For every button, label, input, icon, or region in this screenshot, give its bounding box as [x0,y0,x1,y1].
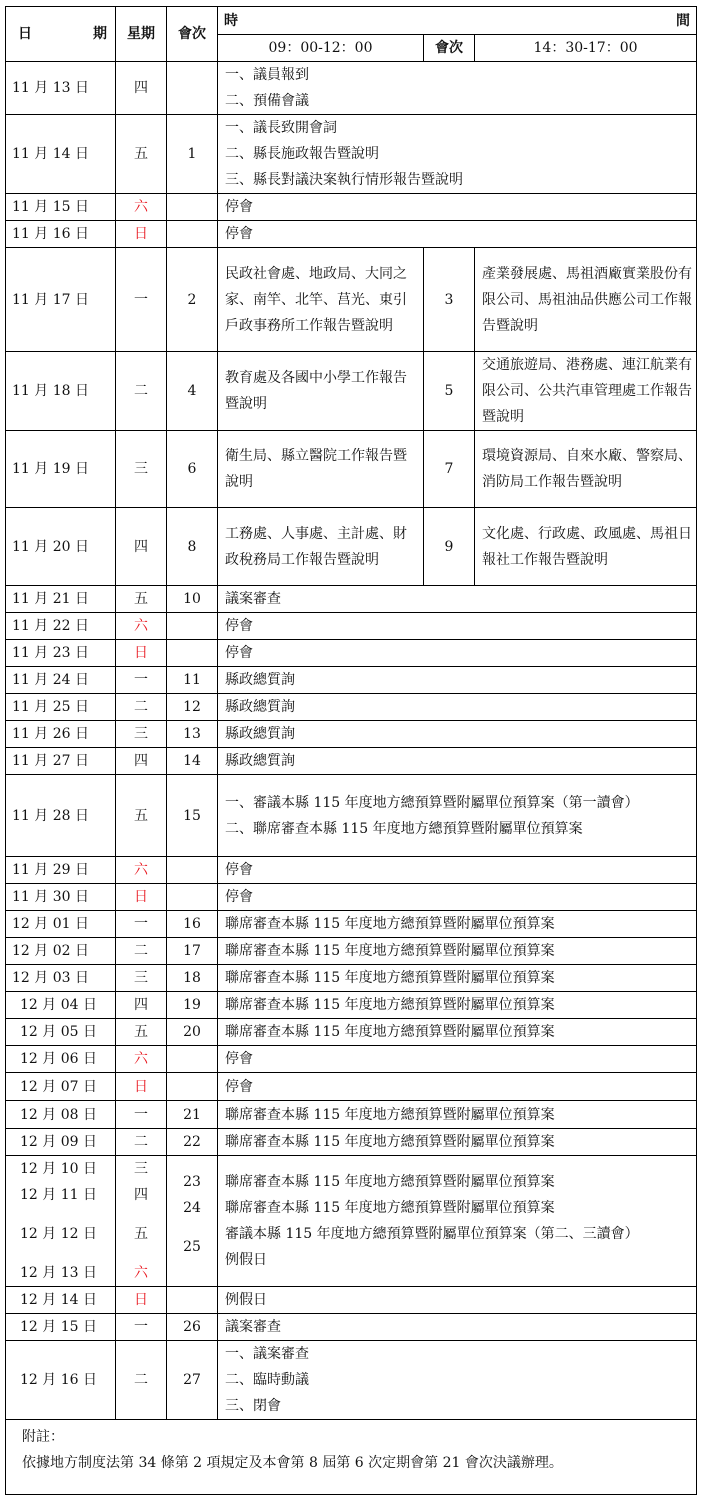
agenda-cell [218,911,697,938]
agenda-cell [218,775,697,857]
header-time-right: 間 [676,12,691,29]
agenda-item: 議案審查 [225,1319,281,1335]
weekday-cell: 三 [116,431,167,508]
date-cell: 11 月 16 日 [6,221,116,248]
agenda-item: 例假日 [225,1292,267,1308]
session-cell: 26 [167,1314,218,1341]
afternoon-session-cell: 3 [424,248,475,352]
weekday-cell: 五 [116,775,167,857]
agenda-cell [218,1073,697,1101]
session-cell: 15 [167,775,218,857]
agenda-item: 停會 [225,618,253,634]
date-cell: 12 月 09 日 [6,1129,116,1156]
date-cell: 11 月 19 日 [6,431,116,508]
weekday-cell: 日 [116,221,167,248]
agenda-item: 停會 [225,1078,253,1095]
agenda-cell [218,586,697,613]
agenda-item: 聯席審查本縣 115 年度地方總預算暨附屬單位預算案 [225,916,555,932]
agenda-item: 二、縣長施政報告暨說明 [225,146,379,162]
agenda-text: 教育處及各國中小學工作報告暨說明 [225,370,407,412]
date-cell: 12 月 15 日 [6,1314,116,1341]
session-cell: 22 [167,1129,218,1156]
date-cell: 11 月 21 日 [6,586,116,613]
table-row [6,115,697,194]
agenda-cell [218,613,697,640]
header-date [6,7,116,62]
agenda-cell [218,884,697,911]
grouped-session-line: 23 [183,1174,201,1190]
session-cell [167,62,218,115]
weekday-cell: 六 [116,613,167,640]
agenda-item: 縣政總質詢 [225,672,295,688]
session-cell: 19 [167,992,218,1019]
afternoon-agenda-cell [475,352,697,431]
weekday-cell: 六 [116,857,167,884]
table-row [6,667,697,694]
session-cell: 6 [167,431,218,508]
session-cell: 4 [167,352,218,431]
date-cell: 12 月 01 日 [6,911,116,938]
agenda-cell [218,1101,697,1129]
date-cell: 11 月 20 日 [6,508,116,586]
agenda-cell [218,965,697,992]
date-cell: 11 月 29 日 [6,857,116,884]
afternoon-agenda-cell [475,431,697,508]
date-cell: 12 月 04 日 [6,992,116,1019]
weekday-cell: 二 [116,694,167,721]
table-row [6,1019,697,1046]
session-cell: 11 [167,667,218,694]
agenda-item: 一、議長致開會詞 [225,120,337,136]
agenda-cell [218,1287,697,1314]
table-row [6,1314,697,1341]
afternoon-agenda-cell [475,508,697,586]
agenda-item: 聯席審查本縣 115 年度地方總預算暨附屬單位預算案 [225,970,555,986]
table-row [6,1101,697,1129]
agenda-text: 環境資源局、自來水廠、警察局、消防局工作報告暨說明 [482,448,692,490]
agenda-item: 二、臨時動議 [225,1372,309,1388]
table-row [6,748,697,775]
weekday-cell: 日 [116,1287,167,1314]
grouped-weekday-line: 三 [134,1161,148,1177]
header-afternoon-slot: 14：30-17：00 [475,35,697,62]
table-row [6,248,697,352]
grouped-agenda-line: 聯席審查本縣 115 年度地方總預算暨附屬單位預算案 [225,1200,555,1216]
afternoon-session-cell: 9 [424,508,475,586]
weekday-cell: 三 [116,721,167,748]
table-row [6,938,697,965]
agenda-item: 一、審議本縣 115 年度地方總預算暨附屬單位預算案（第一讀會） [225,794,639,811]
agenda-item: 縣政總質詢 [225,726,295,742]
agenda-item: 聯席審查本縣 115 年度地方總預算暨附屬單位預算案 [225,1134,555,1150]
date-cell: 12 月 02 日 [6,938,116,965]
weekday-cell: 四 [116,748,167,775]
agenda-text: 衛生局、縣立醫院工作報告暨說明 [225,448,407,490]
agenda-cell [218,721,697,748]
date-cell: 12 月 03 日 [6,965,116,992]
agenda-cell [218,221,697,248]
weekday-cell: 一 [116,1101,167,1129]
grouped-weekday-line: 六 [134,1265,148,1281]
session-cell: 12 [167,694,218,721]
table-row [6,911,697,938]
session-cell: 13 [167,721,218,748]
grouped-date-line: 12 月 13 日 [20,1265,97,1281]
agenda-item: 停會 [225,889,253,905]
agenda-item: 聯席審查本縣 115 年度地方總預算暨附屬單位預算案 [225,1024,555,1040]
agenda-item: 聯席審查本縣 115 年度地方總預算暨附屬單位預算案 [225,997,555,1013]
agenda-item: 停會 [225,645,253,661]
table-row [6,721,697,748]
grouped-date-line: 12 月 12 日 [20,1226,97,1242]
agenda-cell [218,938,697,965]
agenda-item: 聯席審查本縣 115 年度地方總預算暨附屬單位預算案 [225,943,555,959]
agenda-cell [218,640,697,667]
morning-agenda-cell [218,248,424,352]
afternoon-session-cell: 5 [424,352,475,431]
date-cell: 11 月 26 日 [6,721,116,748]
note-cell [6,1420,697,1495]
session-cell [167,613,218,640]
session-cell: 18 [167,965,218,992]
grouped-agenda-line: 例假日 [225,1252,267,1268]
date-cell: 11 月 30 日 [6,884,116,911]
weekday-cell: 一 [116,248,167,352]
table-row [6,352,697,431]
agenda-cell [218,748,697,775]
weekday-cell: 五 [116,586,167,613]
agenda-text: 交通旅遊局、港務處、連江航業有限公司、公共汽車管理處工作報告暨說明 [482,357,692,425]
table-row [6,1129,697,1156]
weekday-cell: 六 [116,194,167,221]
table-row [6,221,697,248]
table-row [6,1046,697,1073]
agenda-item: 二、聯席審查本縣 115 年度地方總預算暨附屬單位預算案 [225,820,583,837]
table-row [6,62,697,115]
agenda-cell [218,1341,697,1420]
agenda-cell [218,62,697,115]
weekday-cell: 一 [116,667,167,694]
header-date-right: 期 [93,26,107,42]
table-row [6,508,697,586]
agenda-item: 縣政總質詢 [225,753,295,769]
afternoon-agenda-cell [475,248,697,352]
date-cell: 11 月 18 日 [6,352,116,431]
session-cell: 8 [167,508,218,586]
agenda-cell [218,115,697,194]
date-cell: 11 月 22 日 [6,613,116,640]
date-cell: 11 月 14 日 [6,115,116,194]
agenda-cell [218,694,697,721]
header-weekday: 星期 [116,7,167,62]
weekday-cell: 日 [116,1073,167,1101]
weekday-cell: 五 [116,115,167,194]
agenda-item: 一、議員報到 [225,67,309,83]
weekday-cell: 四 [116,992,167,1019]
date-cell: 11 月 27 日 [6,748,116,775]
session-cell [167,1073,218,1101]
weekday-cell: 日 [116,884,167,911]
agenda-cell [218,194,697,221]
grouped-weekday [116,1156,167,1287]
table-row [6,586,697,613]
agenda-cell [218,1129,697,1156]
weekday-cell: 六 [116,1046,167,1073]
agenda-item: 議案審查 [225,591,281,607]
agenda-item: 停會 [225,1051,253,1067]
session-cell [167,884,218,911]
grouped-date-line: 12 月 11 日 [20,1187,97,1203]
date-cell: 11 月 13 日 [6,62,116,115]
table-row [6,431,697,508]
grouped-date-line: 12 月 10 日 [20,1161,97,1177]
header-morning-slot: 09：00-12：00 [218,35,424,62]
table-row [6,613,697,640]
date-cell: 11 月 15 日 [6,194,116,221]
agenda-text: 文化處、行政處、政風處、馬祖日報社工作報告暨說明 [482,525,692,568]
session-cell: 16 [167,911,218,938]
session-cell [167,1287,218,1314]
header-session: 會次 [167,7,218,62]
table-row [6,1287,697,1314]
header-afternoon-session: 會次 [424,35,475,62]
date-cell: 11 月 28 日 [6,775,116,857]
agenda-cell [218,1019,697,1046]
header-time-left: 時 [224,12,238,29]
grouped-agenda [218,1156,697,1287]
date-cell: 11 月 17 日 [6,248,116,352]
header-row-1 [6,7,697,35]
note-row [6,1420,697,1495]
weekday-cell: 四 [116,62,167,115]
session-cell: 27 [167,1341,218,1420]
grouped-session [167,1156,218,1287]
grouped-weekday-line: 五 [134,1226,148,1242]
grouped-agenda-line: 聯席審查本縣 115 年度地方總預算暨附屬單位預算案 [225,1174,555,1190]
table-row [6,1341,697,1420]
date-cell: 12 月 14 日 [6,1287,116,1314]
session-cell [167,1046,218,1073]
agenda-item: 停會 [225,862,253,878]
date-cell: 12 月 07 日 [6,1073,116,1101]
session-cell: 21 [167,1101,218,1129]
date-cell: 12 月 08 日 [6,1101,116,1129]
weekday-cell: 二 [116,1129,167,1156]
agenda-text: 工務處、人事處、主計處、財政稅務局工作報告暨說明 [225,525,407,568]
agenda-item: 縣政總質詢 [225,699,295,715]
agenda-item: 停會 [225,226,253,242]
agenda-item: 二、預備會議 [225,93,309,109]
morning-agenda-cell [218,352,424,431]
weekday-cell: 二 [116,938,167,965]
session-cell: 14 [167,748,218,775]
agenda-cell [218,857,697,884]
table-row [6,640,697,667]
note-body: 依據地方制度法第 34 條第 2 項規定及本會第 8 屆第 6 次定期會第 21 會次決議辦理。 [22,1455,563,1471]
session-cell [167,640,218,667]
weekday-cell: 四 [116,508,167,586]
weekday-cell: 一 [116,1314,167,1341]
table-row [6,857,697,884]
session-cell: 2 [167,248,218,352]
table-row [6,694,697,721]
date-cell: 11 月 24 日 [6,667,116,694]
session-cell [167,221,218,248]
header-date-left: 日 [18,26,32,42]
table-row [6,884,697,911]
agenda-cell [218,667,697,694]
agenda-item: 聯席審查本縣 115 年度地方總預算暨附屬單位預算案 [225,1106,555,1123]
date-cell: 12 月 06 日 [6,1046,116,1073]
weekday-cell: 三 [116,965,167,992]
weekday-cell: 五 [116,1019,167,1046]
agenda-cell [218,1046,697,1073]
session-cell [167,194,218,221]
date-cell: 11 月 23 日 [6,640,116,667]
table-row [6,194,697,221]
grouped-session-line: 24 [183,1200,201,1216]
note-title: 附註： [22,1429,64,1445]
session-cell [167,857,218,884]
agenda-cell [218,992,697,1019]
weekday-cell: 日 [116,640,167,667]
agenda-item: 停會 [225,199,253,215]
table-row [6,992,697,1019]
header-time [218,7,697,35]
agenda-cell [218,1314,697,1341]
agenda-text: 產業發展處、馬祖酒廠實業股份有限公司、馬祖油品供應公司工作報告暨說明 [482,265,692,334]
agenda-item: 三、縣長對議決案執行情形報告暨說明 [225,172,463,188]
grouped-agenda-line: 審議本縣 115 年度地方總預算暨附屬單位預算案（第二、三讀會） [225,1226,639,1242]
date-cell: 12 月 05 日 [6,1019,116,1046]
table-row [6,965,697,992]
agenda-text: 民政社會處、地政局、大同之家、南竿、北竿、莒光、東引戶政事務所工作報告暨說明 [225,265,407,334]
weekday-cell: 二 [116,1341,167,1420]
grouped-weekday-line: 四 [134,1187,148,1203]
morning-agenda-cell [218,508,424,586]
session-schedule-table [5,6,696,1495]
table-row [6,775,697,857]
session-cell: 1 [167,115,218,194]
date-cell: 11 月 25 日 [6,694,116,721]
grouped-row [6,1156,697,1287]
afternoon-session-cell: 7 [424,431,475,508]
morning-agenda-cell [218,431,424,508]
session-cell: 20 [167,1019,218,1046]
grouped-session-line: 25 [183,1239,201,1255]
date-cell: 12 月 16 日 [6,1341,116,1420]
grouped-date [6,1156,116,1287]
table-row [6,1073,697,1101]
agenda-item: 一、議案審查 [225,1346,309,1362]
agenda-item: 三、閉會 [225,1398,281,1414]
session-cell: 10 [167,586,218,613]
session-cell: 17 [167,938,218,965]
weekday-cell: 一 [116,911,167,938]
weekday-cell: 二 [116,352,167,431]
